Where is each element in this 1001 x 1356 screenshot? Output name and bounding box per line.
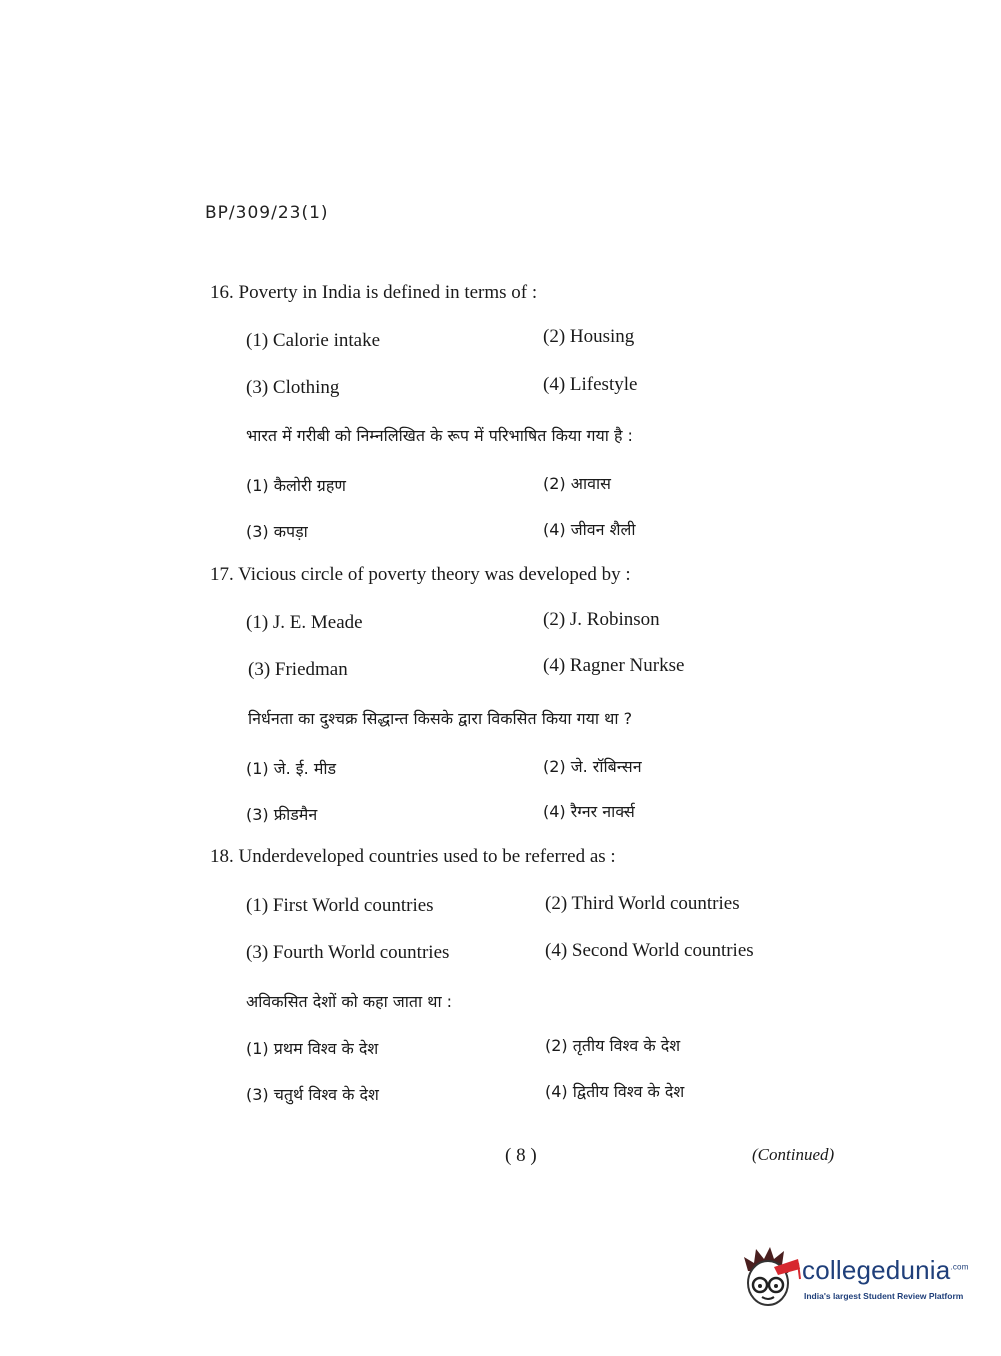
hindi-question-text: भारत में गरीबी को निम्नलिखित के रूप में परिभाषित किया गया है : <box>246 426 633 445</box>
option-2: (2) J. Robinson <box>543 609 660 630</box>
hindi-option-1: (1) कैलोरी ग्रहण <box>246 476 346 495</box>
hindi-option-3: (3) कपड़ा <box>246 522 308 541</box>
question-text: Vicious circle of poverty theory was developed by : <box>238 564 631 585</box>
question-17 <box>210 564 631 586</box>
logo-tagline: India's largest Student Review Platform <box>804 1291 964 1301</box>
option-1: (1) J. E. Meade <box>246 612 363 633</box>
question-number: 16. <box>210 282 234 303</box>
collegedunia-logo <box>740 1245 970 1315</box>
hindi-option-2: (2) आवास <box>543 474 611 493</box>
question-number: 18. <box>210 846 234 867</box>
option-2: (2) Third World countries <box>545 893 740 914</box>
hindi-question-text: अविकसित देशों को कहा जाता था : <box>246 992 453 1011</box>
logo-wordmark: collegedunia$^{.com}$ <box>802 1255 969 1285</box>
paper-code: BP/309/23(1) <box>205 203 329 223</box>
question-18 <box>210 846 616 868</box>
option-3: (3) Clothing <box>246 377 340 398</box>
page-number: ( 8 ) <box>505 1145 537 1166</box>
hindi-option-1: (1) जे. ई. मीड <box>246 759 337 778</box>
option-1: (1) Calorie intake <box>246 330 381 351</box>
continued-label: (Continued) <box>752 1145 835 1164</box>
question-text: Poverty in India is defined in terms of : <box>238 282 538 303</box>
hindi-option-4: (4) द्वितीय विश्व के देश <box>545 1082 685 1101</box>
mascot-icon <box>740 1245 802 1311</box>
hindi-question-text: निर्धनता का दुश्चक्र सिद्धान्त किसके द्वारा विकसित किया गया था ? <box>248 709 633 728</box>
hindi-option-1: (1) प्रथम विश्व के देश <box>246 1039 379 1058</box>
hindi-option-4: (4) रैग्नर नार्क्स <box>543 802 635 821</box>
option-2: (2) Housing <box>543 326 635 347</box>
question-number: 17. <box>210 564 234 585</box>
option-3: (3) Fourth World countries <box>246 942 450 963</box>
option-4: (4) Second World countries <box>545 940 754 961</box>
option-1: (1) First World countries <box>246 895 434 916</box>
question-16 <box>210 282 537 304</box>
hindi-option-3: (3) फ्रीडमैन <box>246 805 318 824</box>
hindi-option-2: (2) तृतीय विश्व के देश <box>545 1036 681 1055</box>
option-4: (4) Lifestyle <box>543 374 638 395</box>
hindi-option-3: (3) चतुर्थ विश्व के देश <box>246 1085 379 1104</box>
option-3: (3) Friedman <box>248 659 348 680</box>
hindi-option-2: (2) जे. रॉबिन्सन <box>543 757 642 776</box>
hindi-option-4: (4) जीवन शैली <box>543 520 636 539</box>
option-4: (4) Ragner Nurkse <box>543 655 685 676</box>
question-text: Underdeveloped countries used to be referred as : <box>238 846 616 867</box>
